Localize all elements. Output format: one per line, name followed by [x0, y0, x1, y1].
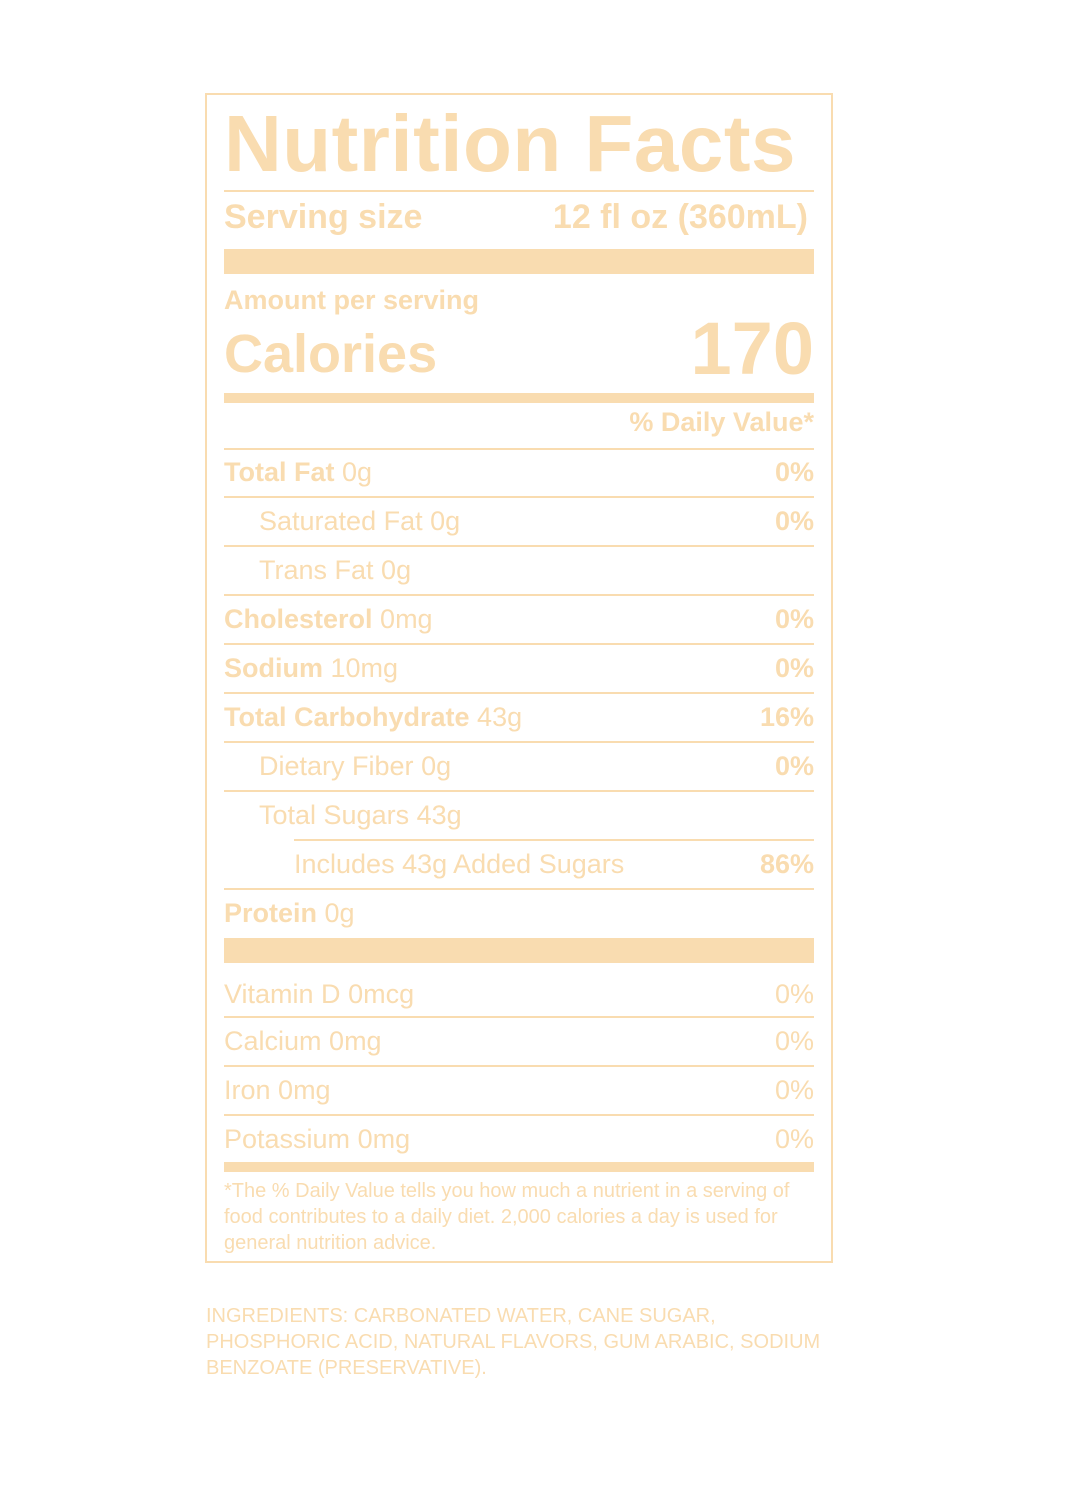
divider-medium	[224, 393, 814, 403]
nutrient-row-added-sugars	[224, 840, 814, 888]
vitamin-dv: 0%	[774, 1074, 814, 1105]
nutrient-name: Saturated Fat	[259, 505, 423, 536]
daily-value-footnote: *The % Daily Value tells you how much a nutrient in a serving of food contributes to a daily diet. 2,000 calories a day is used for general nutrition advice.	[224, 1180, 790, 1254]
vitamin-name: Iron	[224, 1074, 271, 1105]
nutrient-name: Total Fat	[224, 456, 335, 487]
nutrient-dv: 0%	[774, 603, 814, 634]
nutrient-amount: 0g	[430, 505, 461, 536]
nutrient-row-total-carbohydrate	[224, 693, 814, 741]
nutrient-name: Includes 43g Added Sugars	[294, 848, 625, 879]
vitamin-row-potassium	[224, 1115, 814, 1163]
nutrient-label	[259, 555, 411, 586]
nutrient-name: Trans Fat	[259, 554, 374, 585]
calories-value: 170	[690, 307, 814, 390]
nutrient-amount: 0g	[381, 554, 412, 585]
nutrient-label	[259, 800, 462, 831]
daily-value-header: % Daily Value*	[629, 407, 814, 437]
nutrient-name: Dietary Fiber	[259, 750, 414, 781]
nutrient-row-total-fat	[224, 448, 814, 496]
vitamin-label	[224, 979, 414, 1010]
nutrient-name: Protein	[224, 897, 318, 928]
nutrient-name: Sodium	[224, 652, 323, 683]
serving-size-row	[224, 195, 808, 239]
nutrition-facts-title: Nutrition Facts	[224, 99, 796, 188]
nutrient-amount: 0g	[421, 750, 452, 781]
vitamin-name: Potassium	[224, 1123, 351, 1154]
nutrient-dv: 86%	[759, 848, 814, 879]
nutrient-row-trans-fat	[224, 546, 814, 594]
nutrient-label	[294, 849, 624, 880]
vitamin-row-calcium	[224, 1017, 814, 1065]
nutrient-row-cholesterol	[224, 595, 814, 643]
nutrient-amount: 10mg	[330, 652, 399, 683]
nutrient-label	[259, 506, 460, 537]
nutrient-label	[224, 702, 522, 733]
nutrient-row-protein	[224, 889, 814, 937]
nutrient-name: Cholesterol	[224, 603, 373, 634]
vitamin-name: Calcium	[224, 1025, 322, 1056]
nutrient-amount: 43g	[416, 799, 462, 830]
vitamin-amount: 0mg	[357, 1123, 411, 1154]
nutrient-amount: 0g	[342, 456, 373, 487]
nutrient-dv: 0%	[774, 456, 814, 487]
nutrient-dv: 0%	[774, 750, 814, 781]
nutrient-dv: 16%	[759, 701, 814, 732]
ingredients-list: INGREDIENTS: CARBONATED WATER, CANE SUGAR, PHOSPHORIC ACID, NATURAL FLAVORS, GUM ARABIC, SODIUM BENZOATE (PRESERVATIVE).	[206, 1305, 821, 1379]
vitamin-row-iron	[224, 1066, 814, 1114]
nutrient-amount: 0mg	[380, 603, 433, 634]
nutrient-name: Total Sugars	[259, 799, 410, 830]
vitamin-amount: 0mcg	[348, 978, 415, 1009]
serving-size-value: 12 fl oz (360mL)	[552, 197, 808, 236]
nutrient-row-saturated-fat	[224, 497, 814, 545]
nutrient-row-total-sugars	[224, 791, 814, 839]
calories-row	[224, 309, 814, 389]
nutrient-dv: 0%	[774, 652, 814, 683]
divider-medium	[224, 1162, 814, 1172]
vitamin-dv: 0%	[774, 1123, 814, 1154]
vitamin-label	[224, 1124, 410, 1155]
divider-thin	[224, 190, 814, 192]
vitamin-name: Vitamin D	[224, 978, 341, 1009]
vitamin-row-vitamin-d	[224, 970, 814, 1018]
nutrient-label	[259, 751, 451, 782]
nutrient-name: Total Carbohydrate	[224, 701, 470, 732]
serving-size-label: Serving size	[224, 197, 423, 236]
vitamin-dv: 0%	[774, 978, 814, 1009]
nutrient-row-sodium	[224, 644, 814, 692]
calories-label: Calories	[224, 324, 438, 384]
vitamin-amount: 0mg	[329, 1025, 382, 1056]
vitamin-label	[224, 1026, 382, 1057]
nutrient-amount: 43g	[477, 701, 523, 732]
vitamin-label	[224, 1075, 331, 1106]
divider-thick	[224, 938, 814, 963]
nutrient-row-dietary-fiber	[224, 742, 814, 790]
nutrient-label	[224, 604, 433, 635]
amount-per-serving: Amount per serving	[224, 285, 480, 315]
nutrient-amount: 0g	[324, 897, 355, 928]
nutrient-label	[224, 898, 355, 929]
nutrient-label	[224, 653, 398, 684]
divider-thick	[224, 249, 814, 274]
nutrition-facts-panel	[205, 93, 833, 1263]
vitamin-dv: 0%	[774, 1025, 814, 1056]
nutrient-label	[224, 457, 372, 488]
vitamin-amount: 0mg	[278, 1074, 331, 1105]
nutrient-dv: 0%	[774, 505, 814, 536]
